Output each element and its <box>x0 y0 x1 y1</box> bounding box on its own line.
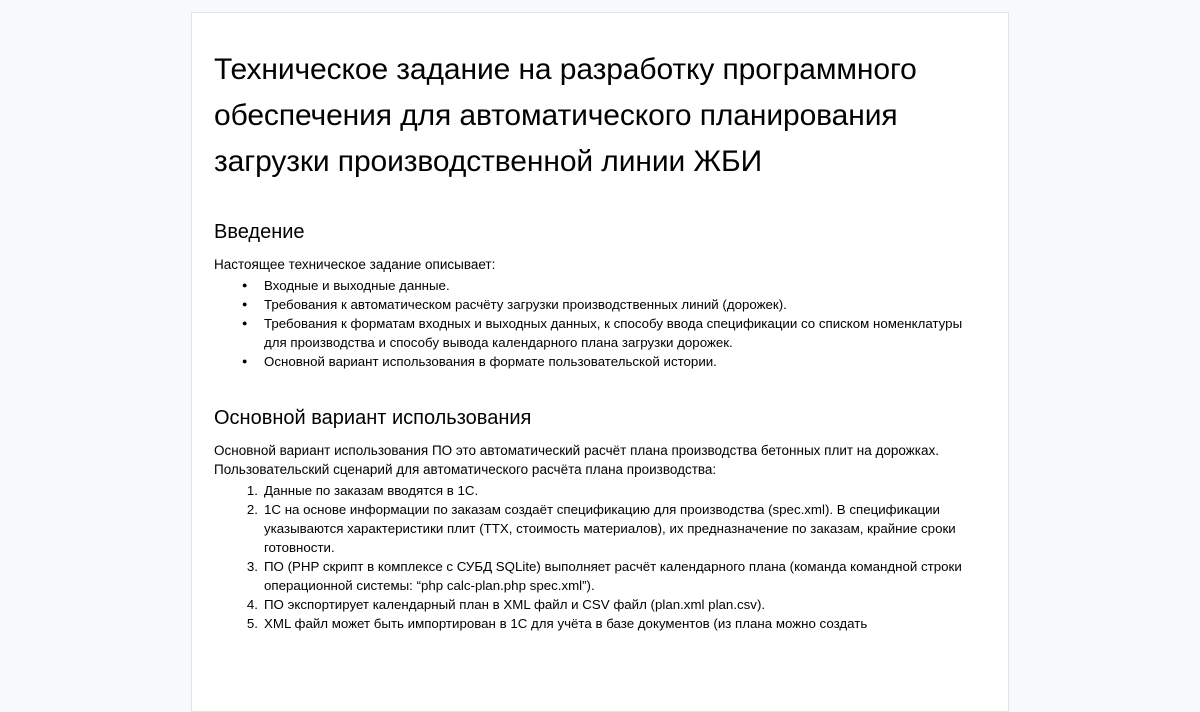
introduction-bullet-list <box>214 276 986 371</box>
page-title: Техническое задание на разработку программного обеспечения для автоматического планирования загрузки производственной линии ЖБИ <box>214 53 917 178</box>
document-page <box>191 12 1009 712</box>
introduction-intro-text: Настоящее техническое задание описывает: <box>214 257 496 272</box>
section-heading-introduction: Введение <box>214 221 305 243</box>
list-item: XML файл может быть импортирован в 1С для учёта в базе документов (из плана можно создать <box>264 616 868 631</box>
list-item: ● Требования к автоматическом расчёту загрузки производственных линий (дорожек). <box>264 295 986 314</box>
list-item: ● Требования к форматам входных и выходных данных, к способу ввода спецификации со списком номенклатуры для производства и способу вывода календарного плана загрузки дорожек. <box>264 314 986 352</box>
main-use-case-scenario-text: Пользовательский сценарий для автоматического расчёта плана производства: <box>214 462 717 477</box>
list-item: Данные по заказам вводятся в 1С. <box>264 483 479 498</box>
document-body <box>214 47 986 633</box>
list-item: 1С на основе информации по заказам создаёт спецификацию для производства (spec.xml). В спецификации указываются характеристики плит (ТТХ, стоимость материалов), их предназначение по заказам, крайние сроки готовности. <box>264 502 956 555</box>
section-heading-main-use-case: Основной вариант использования <box>214 407 532 429</box>
main-use-case-intro-text: Основной вариант использования ПО это автоматический расчёт плана производства бетонных плит на дорожках. <box>214 443 940 458</box>
list-item: ПО экспортирует календарный план в XML файл и CSV файл (plan.xml plan.csv). <box>264 597 766 612</box>
list-item: ● Входные и выходные данные. <box>264 276 986 295</box>
list-item: ● Основной вариант использования в формате пользовательской истории. <box>264 352 986 371</box>
main-use-case-numbered-list <box>214 481 986 633</box>
list-item: ПО (PHP скрипт в комплексе с СУБД SQLite) выполняет расчёт календарного плана (команда командной строки операционной системы: “php calc-plan.php spec.xml”). <box>264 559 962 593</box>
